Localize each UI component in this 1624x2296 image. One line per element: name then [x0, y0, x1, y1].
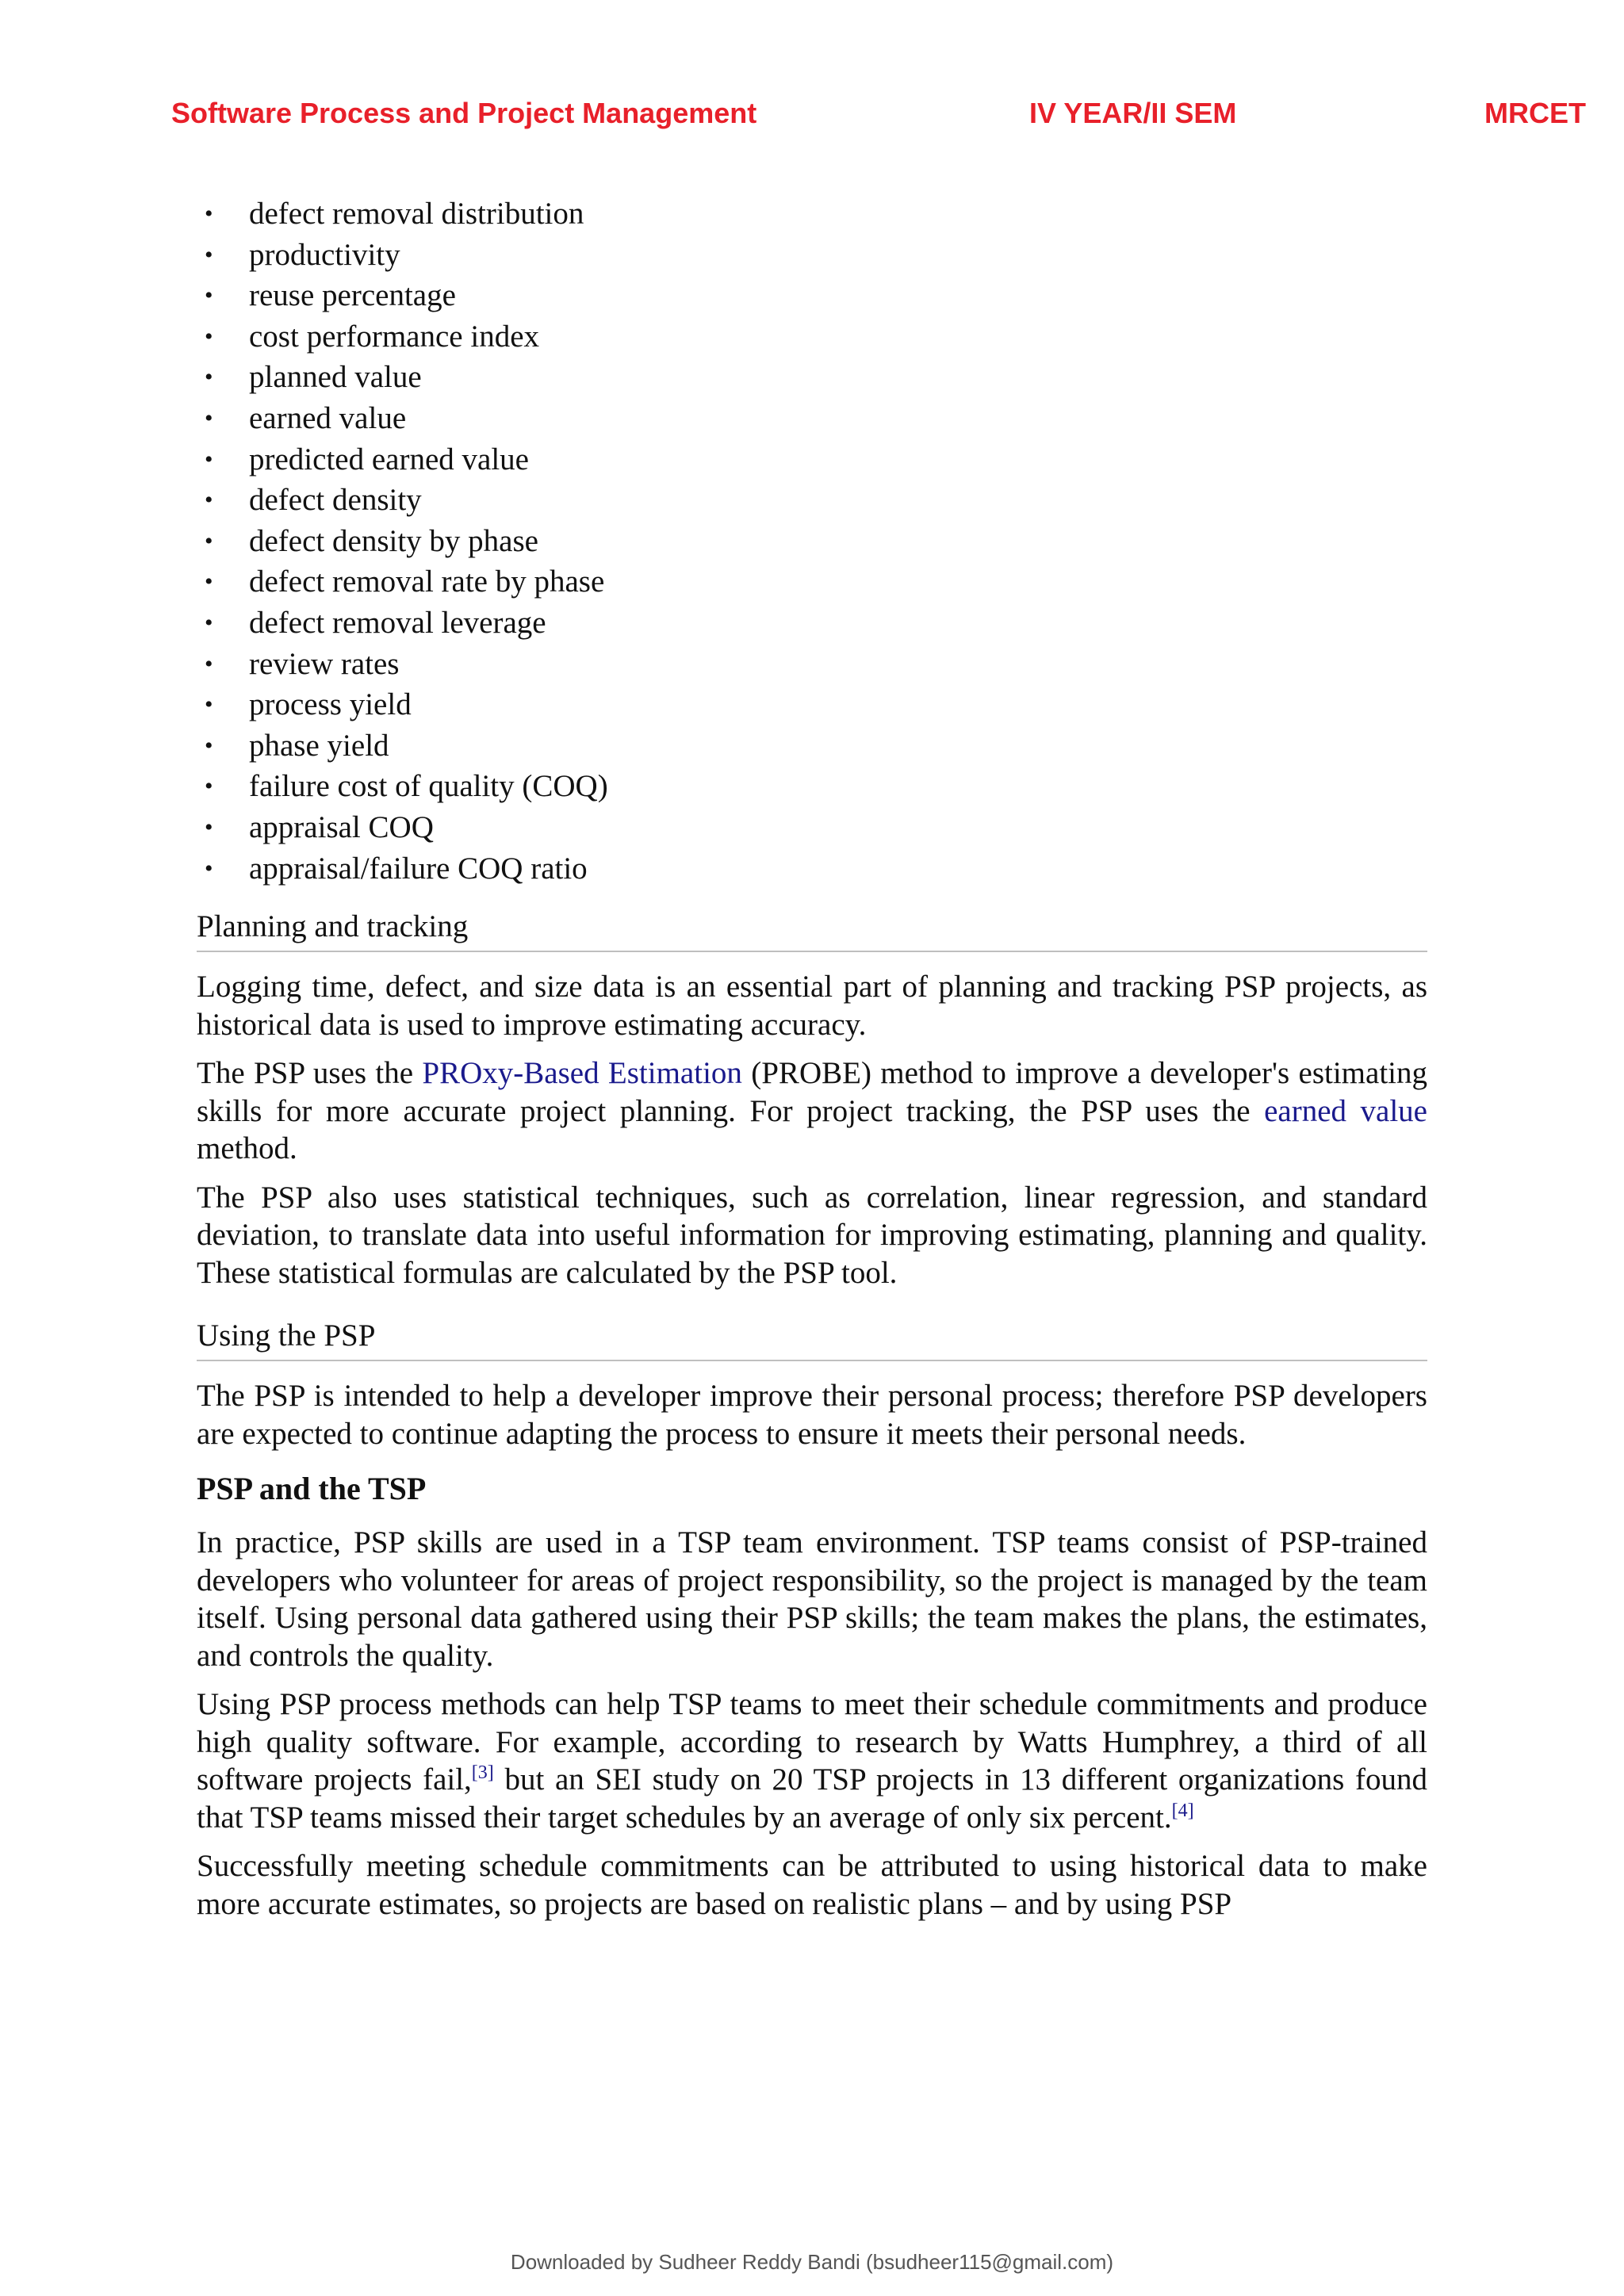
list-item-text: reuse percentage [249, 278, 456, 313]
list-item-text: earned value [249, 400, 407, 435]
header-college: MRCET [1484, 97, 1586, 129]
list-item-text: review rates [249, 646, 400, 681]
list-item-text: predicted earned value [249, 442, 529, 476]
citation-link[interactable]: [4] [1171, 1800, 1194, 1821]
section-heading-planning: Planning and tracking [197, 908, 1427, 952]
list-item [197, 725, 1427, 767]
paragraph: The PSP also uses statistical techniques, such as correlation, linear regression, and standard deviation, to translate data into useful information for improving estimating, planning and quality. These statistical formulas are calculated by the PSP tool. [197, 1180, 1427, 1290]
bullet-icon: • [205, 404, 213, 431]
section-heading-using: Using the PSP [197, 1317, 1427, 1361]
list-item [197, 275, 1427, 316]
text-run: The PSP uses the [197, 1056, 423, 1091]
text-run: (PROBE) method to improve a developer's estimating skills for more accurate project planning. For project tracking, the PSP uses the [197, 1056, 1427, 1128]
list-item-text: defect density by phase [249, 523, 538, 558]
bullet-icon: • [205, 527, 213, 554]
text-run: but an SEI study on 20 TSP projects in 13 different organizations found that TSP teams missed their target schedules by an average of only six percent. [197, 1762, 1427, 1835]
list-item [197, 480, 1427, 521]
metrics-list [197, 193, 1427, 889]
bullet-icon: • [205, 323, 213, 350]
list-item [197, 561, 1427, 603]
list-item-text: defect removal leverage [249, 605, 546, 640]
list-item [197, 848, 1427, 890]
bullet-icon: • [205, 773, 213, 800]
paragraph [197, 1054, 1427, 1168]
list-item [197, 398, 1427, 439]
text-run: Using PSP process methods can help TSP teams to meet their schedule commitments and produce high quality software. For example, according to research by Watts Humphrey, a third of all software projects fail, [197, 1687, 1427, 1797]
list-item-text: cost performance index [249, 319, 540, 354]
list-item-text: planned value [249, 360, 422, 395]
list-item [197, 766, 1427, 807]
list-item [197, 521, 1427, 562]
citation-link[interactable]: [3] [471, 1762, 494, 1784]
list-item-text: appraisal/failure COQ ratio [249, 851, 588, 886]
document-body [197, 193, 1427, 1923]
page-header [0, 97, 1624, 144]
paragraph [197, 1686, 1427, 1836]
text-run: method. [197, 1131, 297, 1166]
bullet-icon: • [205, 487, 213, 514]
list-item [197, 684, 1427, 725]
paragraph: In practice, PSP skills are used in a TSP team environment. TSP teams consist of PSP-trained developers who volunteer for areas of project responsibility, so the project is managed by the team itself. Using personal data gathered using their PSP skills; the team makes the plans, the estimates, and controls the quality. [197, 1525, 1427, 1673]
list-item-text: process yield [249, 687, 412, 722]
list-item [197, 644, 1427, 685]
header-course-title: Software Process and Project Management [171, 97, 757, 129]
list-item-text: appraisal COQ [249, 809, 434, 844]
bullet-icon: • [205, 282, 213, 309]
bullet-icon: • [205, 855, 213, 882]
list-item-text: phase yield [249, 728, 389, 763]
paragraph: The PSP is intended to help a developer improve their personal process; therefore PSP developers are expected to continue adapting the process to ensure it meets their personal needs. [197, 1379, 1427, 1451]
list-item [197, 603, 1427, 644]
link-proxy-based-estimation[interactable]: PROxy-Based Estimation [422, 1056, 742, 1091]
bullet-icon: • [205, 813, 213, 840]
bullet-icon: • [205, 732, 213, 759]
list-item [197, 235, 1427, 276]
list-item-text: defect density [249, 483, 422, 518]
paragraph: Successfully meeting schedule commitments can be attributed to using historical data to make more accurate estimates, so projects are based on realistic plans – and by using PSP [197, 1849, 1427, 1921]
bullet-icon: • [205, 609, 213, 636]
list-item-text: defect removal rate by phase [249, 564, 605, 599]
paragraph: Logging time, defect, and size data is an essential part of planning and tracking PSP projects, as historical data is used to improve estimating accuracy. [197, 970, 1427, 1042]
header-year: IV YEAR/II SEM [1029, 97, 1237, 129]
bullet-icon: • [205, 446, 213, 473]
list-item [197, 807, 1427, 848]
list-item [197, 316, 1427, 358]
bullet-icon: • [205, 364, 213, 391]
list-item-text: failure cost of quality (COQ) [249, 769, 608, 804]
bullet-icon: • [205, 241, 213, 268]
bullet-icon: • [205, 201, 213, 227]
list-item-text: defect removal distribution [249, 197, 584, 231]
bullet-icon: • [205, 650, 213, 677]
link-earned-value[interactable]: earned value [1264, 1093, 1427, 1128]
page-footer: Downloaded by Sudheer Reddy Bandi (bsudheer115@gmail.com) [510, 2250, 1114, 2274]
bullet-icon: • [205, 691, 213, 718]
list-item-text: productivity [249, 237, 400, 272]
section-heading-tsp: PSP and the TSP [197, 1471, 427, 1507]
list-item [197, 193, 1427, 235]
list-item [197, 357, 1427, 398]
bullet-icon: • [205, 568, 213, 595]
list-item [197, 439, 1427, 480]
